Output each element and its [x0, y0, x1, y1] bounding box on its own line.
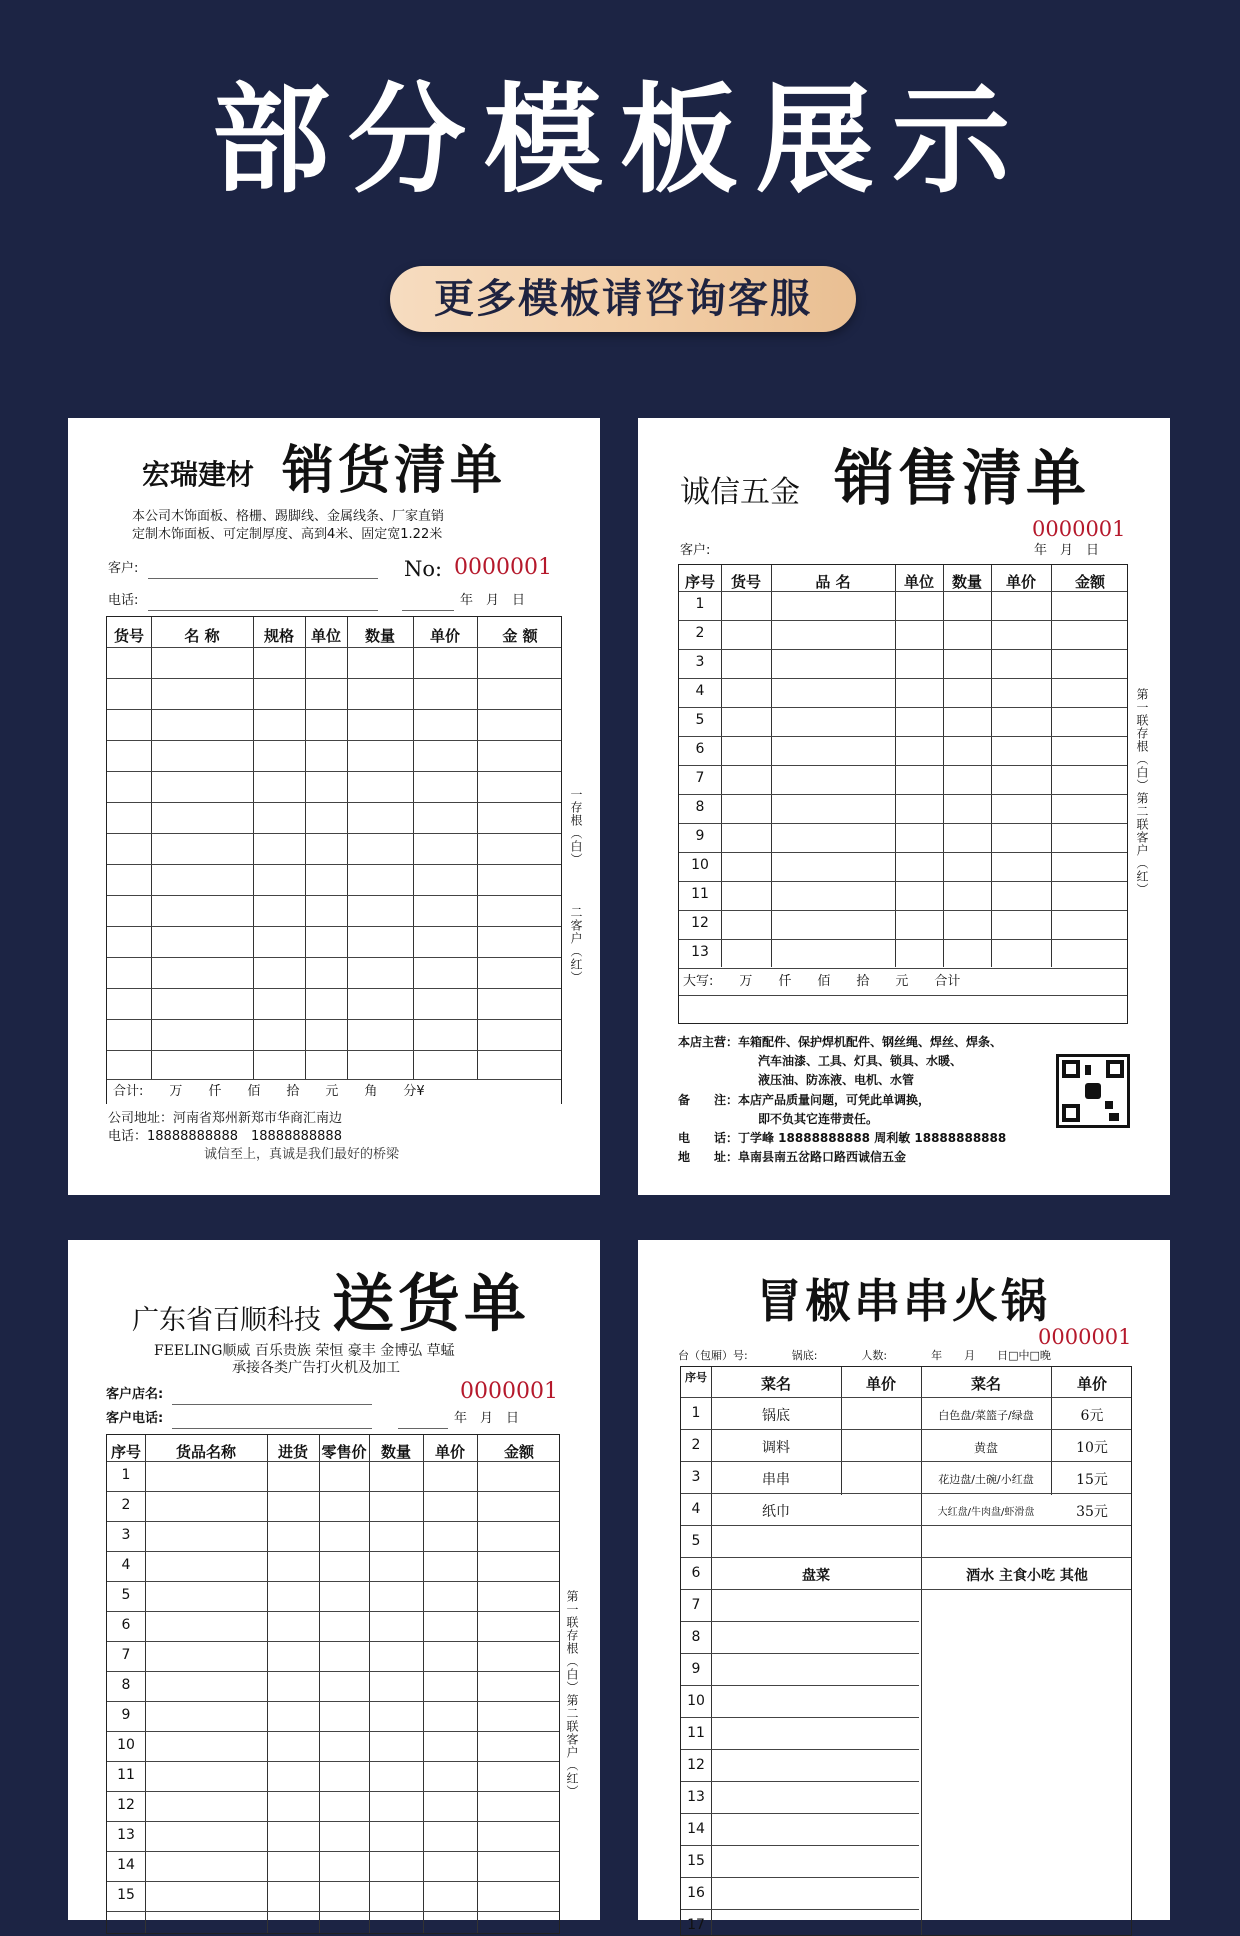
row-number: 11	[691, 886, 709, 902]
company-desc: 定制木饰面板、可定制厚度、高到4米、固定宽1.22米	[132, 527, 443, 542]
phone-label: 电话:	[108, 593, 139, 608]
shop-phone: 电 话：丁学峰 18888888888 周利敏 18888888888	[678, 1131, 1007, 1145]
total-row: 合计: 万 仟 佰 拾 元 角 分¥	[113, 1084, 425, 1099]
business-scope: 本店主营：车箱配件、保护焊机配件、钢丝绳、焊丝、焊条、	[678, 1035, 1003, 1049]
company-name: 宏瑞建材	[142, 458, 255, 491]
plate-price: 35元	[1076, 1504, 1108, 1520]
row-number: 9	[695, 828, 705, 844]
plate-type: 白色盘/菜篮子/绿盘	[938, 1409, 1034, 1422]
column-header: 序号	[684, 573, 715, 591]
shop-line	[172, 1404, 372, 1405]
company-phone: 电话：18888888888 18888888888	[108, 1129, 342, 1144]
column-header: 零售价	[321, 1443, 367, 1461]
plate-type: 大红盘/牛肉盘/虾滑盘	[937, 1507, 1035, 1518]
row-number: 13	[691, 944, 709, 960]
column-header: 数量	[951, 573, 982, 591]
shop-label: 客户店名:	[106, 1387, 164, 1402]
row-number: 9	[121, 1707, 131, 1723]
column-header: 单价	[1005, 573, 1036, 591]
row-number: 10	[117, 1737, 135, 1753]
row-number: 4	[691, 1501, 701, 1517]
customer-label: 客户:	[108, 561, 139, 576]
column-header: 货品名称	[175, 1443, 236, 1461]
item-table	[106, 1434, 560, 1934]
row-number: 11	[687, 1725, 705, 1741]
menu-item: 锅底	[762, 1408, 790, 1424]
item-table	[106, 616, 562, 1104]
menu-item: 串串	[762, 1472, 790, 1488]
slogan: 诚信至上，真诚是我们最好的桥梁	[204, 1147, 400, 1162]
doc-title: 销售清单	[834, 444, 1090, 514]
row-number: 1	[695, 596, 705, 612]
template-card-hotpot-order[interactable]	[638, 1240, 1170, 1933]
row-number: 12	[117, 1797, 135, 1813]
row-number: 8	[691, 1629, 701, 1645]
company-address: 公司地址：河南省郑州新郑市华商汇南边	[108, 1111, 343, 1126]
row-number: 5	[691, 1533, 701, 1549]
serial-number: 0000001	[454, 555, 552, 580]
column-header: 单位	[903, 573, 934, 591]
row-number: 9	[691, 1661, 701, 1677]
column-header: 单价	[429, 627, 460, 645]
plate-price: 6元	[1080, 1408, 1104, 1424]
template-card-hardware-list[interactable]	[638, 418, 1170, 1195]
plate-type: 花边盘/土碗/小红盘	[938, 1473, 1034, 1486]
row-number: 6	[695, 741, 705, 757]
remark: 即不负其它连带责任。	[758, 1112, 879, 1126]
column-header: 货号	[730, 573, 761, 591]
row-number: 16	[687, 1885, 705, 1901]
column-header: 单价	[1076, 1375, 1107, 1393]
service-note: 承接各类广告打火机及加工	[232, 1360, 400, 1376]
column-header: 数量	[380, 1443, 411, 1461]
company-name: 广东省百顺科技	[132, 1305, 321, 1336]
serial-number: 0000001	[460, 1379, 558, 1404]
row-number: 5	[695, 712, 705, 728]
business-scope: 液压油、防冻液、电机、水管	[758, 1073, 915, 1087]
date-label: 年 月 日	[460, 593, 526, 608]
doc-title: 送货单	[332, 1267, 531, 1340]
column-header: 货号	[113, 627, 144, 645]
row-number: 17	[687, 1917, 705, 1933]
row-number: 3	[691, 1469, 701, 1485]
date-label: 年 月 日	[454, 1411, 520, 1426]
row-number: 7	[691, 1597, 701, 1613]
column-header: 金额	[1074, 573, 1105, 591]
copy-note: 一存根（白）	[569, 788, 583, 866]
row-number: 3	[121, 1527, 131, 1543]
column-header: 菜名	[970, 1375, 1001, 1393]
plate-type: 黄盘	[973, 1441, 998, 1455]
row-number: 2	[121, 1497, 131, 1513]
doc-title: 冒椒串串火锅	[756, 1274, 1050, 1328]
column-header: 金 额	[502, 627, 538, 645]
row-number: 8	[695, 799, 705, 815]
column-header: 序号	[110, 1443, 141, 1461]
section-label: 盘菜	[802, 1568, 830, 1584]
row-number: 2	[695, 625, 705, 641]
row-number: 1	[691, 1405, 701, 1421]
column-header: 菜名	[760, 1375, 791, 1393]
phone-label: 客户电话:	[106, 1411, 164, 1426]
row-number: 15	[687, 1853, 705, 1869]
row-number: 6	[121, 1617, 131, 1633]
row-number: 1	[121, 1467, 131, 1483]
section-label: 酒水 主食小吃 其他	[966, 1568, 1088, 1584]
order-info: 台（包厢）号: 锅底: 人数: 年 月 日□中□晚	[678, 1349, 1051, 1362]
template-card-delivery-note[interactable]	[68, 1240, 600, 1920]
doc-title: 销货清单	[282, 440, 507, 501]
row-number: 12	[691, 915, 709, 931]
year-line	[402, 610, 454, 611]
row-number: 4	[121, 1557, 131, 1573]
column-header: 单价	[865, 1375, 896, 1393]
row-number: 13	[117, 1827, 135, 1843]
row-number: 5	[121, 1587, 131, 1603]
consult-button[interactable]: 更多模板请咨询客服	[390, 266, 856, 332]
row-number: 4	[695, 683, 705, 699]
year-line	[398, 1428, 448, 1429]
column-header: 金额	[503, 1443, 534, 1461]
business-scope: 汽车油漆、工具、灯具、锁具、水暖、	[758, 1054, 963, 1068]
row-number: 12	[687, 1757, 705, 1773]
row-number: 3	[695, 654, 705, 670]
row-number: 11	[117, 1767, 135, 1783]
customer-label: 客户:	[680, 543, 711, 558]
template-card-sales-list[interactable]	[68, 418, 600, 1195]
copy-note: 二客户（红）	[569, 906, 583, 984]
copy-note: 第一联存根（白）第二联客户（红）	[1135, 688, 1149, 896]
column-header: 单位	[310, 627, 341, 645]
column-header: 规格	[263, 627, 294, 645]
serial-number: 0000001	[1032, 517, 1126, 541]
menu-table	[680, 1366, 1132, 1936]
date-label: 年 月 日	[1034, 543, 1100, 558]
menu-item: 调料	[762, 1440, 790, 1456]
phone-line	[148, 610, 378, 611]
row-number: 13	[687, 1789, 705, 1805]
serial-number: 0000001	[1038, 1325, 1132, 1349]
column-header: 序号	[685, 1371, 707, 1384]
column-header: 数量	[364, 627, 395, 645]
company-name: 诚信五金	[680, 475, 800, 510]
brand-list: FEELING顺威 百乐贵族 荣恒 豪丰 金博弘 草蜢	[154, 1343, 455, 1359]
row-number: 10	[691, 857, 709, 873]
item-table	[678, 564, 1128, 1024]
row-number: 14	[687, 1821, 705, 1837]
row-number: 7	[121, 1647, 131, 1663]
row-number: 14	[117, 1857, 135, 1873]
menu-item: 纸巾	[762, 1504, 790, 1520]
amount-in-words: 大写: 万 仟 佰 拾 元 合计	[683, 974, 961, 989]
customer-line	[148, 578, 378, 579]
shop-address: 地 址：阜南县南五岔路口路西诚信五金	[678, 1150, 907, 1164]
remark: 备 注：本店产品质量问题，可凭此单调换，	[678, 1093, 931, 1107]
plate-price: 10元	[1076, 1440, 1108, 1456]
row-number: 2	[691, 1437, 701, 1453]
company-desc: 本公司木饰面板、格栅、踢脚线、金属线条、厂家直销	[132, 509, 445, 524]
row-number: 10	[687, 1693, 705, 1709]
column-header: 单价	[434, 1443, 465, 1461]
qr-code-icon	[1056, 1054, 1130, 1128]
row-number: 6	[691, 1565, 701, 1581]
no-label: No:	[404, 557, 443, 581]
copy-note: 第一联存根（白）第二联客户（红）	[565, 1590, 579, 1798]
plate-price: 15元	[1076, 1472, 1108, 1488]
row-number: 15	[117, 1887, 135, 1903]
column-header: 进货	[277, 1443, 308, 1461]
column-header: 品 名	[815, 573, 851, 591]
phone-line	[172, 1428, 372, 1429]
row-number: 7	[695, 770, 705, 786]
column-header: 名 称	[184, 627, 220, 645]
page-title: 部分模板展示	[211, 71, 1028, 209]
row-number: 8	[121, 1677, 131, 1693]
